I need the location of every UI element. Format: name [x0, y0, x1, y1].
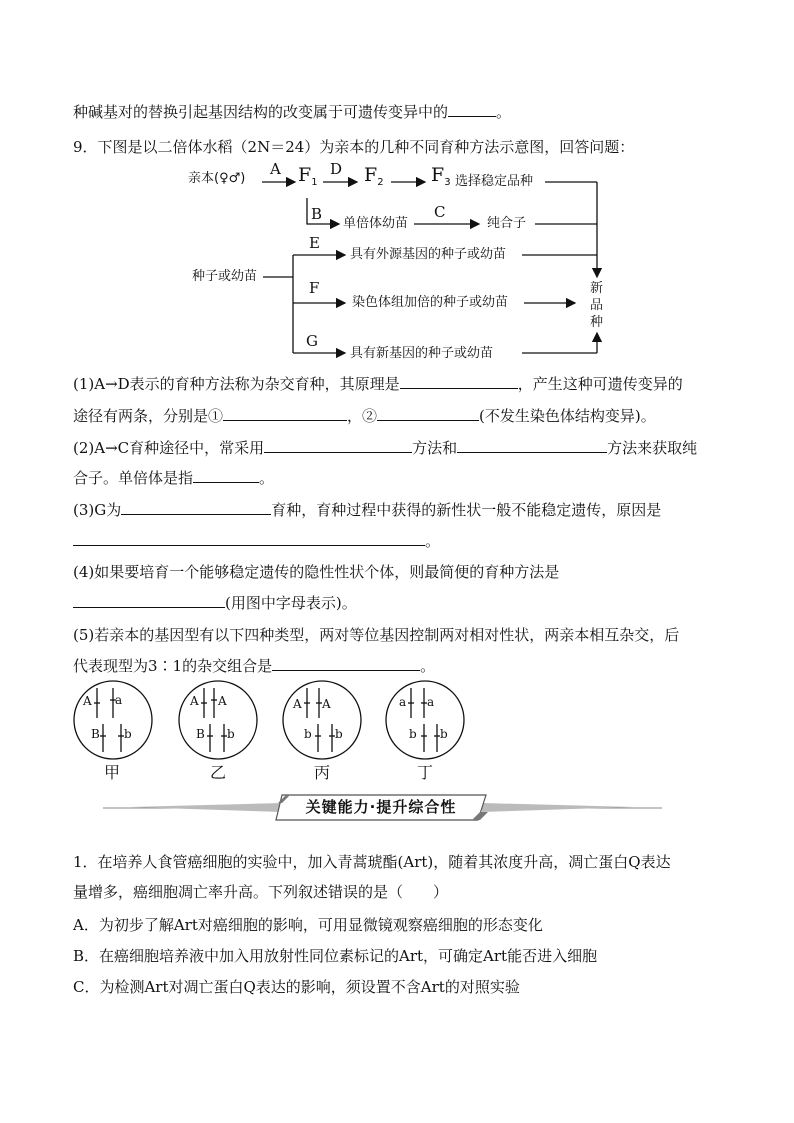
label-F: F — [309, 279, 320, 297]
cell-label-bing: 丙 — [314, 763, 331, 782]
foreign-gene-seed: 具有外源基因的种子或幼苗 — [350, 247, 507, 262]
new-variety-1: 新 — [590, 281, 604, 296]
gene-bing-1: A — [293, 697, 302, 711]
q9-part3-line2: 。 — [73, 531, 440, 551]
gene-ding-1: a — [399, 695, 407, 709]
q9-part1-line2: 途径有两条，分别是① ，② (不发生染色体结构变异)。 — [73, 407, 656, 425]
select-stable: 选择稳定品种 — [455, 174, 534, 189]
gene-bing-2: A — [322, 697, 331, 711]
gene-yi-4: b — [227, 727, 235, 741]
gene-jia-1: A — [83, 694, 92, 708]
gene-yi-2: A — [218, 694, 227, 708]
parent-label: 亲本(♀♂) — [188, 171, 246, 186]
label-D: D — [330, 160, 343, 178]
question-9-title: 9．下图是以二倍体水稻（2N＝24）为亲本的几种不同育种方法示意图，回答问题： — [73, 138, 635, 156]
cell-label-jia: 甲 — [104, 763, 121, 782]
q9-part1-line1: (1)A→D表示的育种方法称为杂交育种，其原理是 ，产生这种可遗传变异的 — [73, 375, 683, 393]
new-variety-3: 种 — [590, 315, 604, 330]
cell-label-ding: 丁 — [417, 763, 434, 782]
label-B: B — [311, 205, 323, 223]
pure-line: 纯合子 — [487, 216, 527, 231]
cell-label-yi: 乙 — [210, 763, 227, 782]
gene-jia-3: B — [91, 727, 100, 741]
gene-jia-4: b — [124, 727, 132, 741]
q9-part3-line1: (3)G为 育种，育种过程中获得的新性状一般不能稳定遗传，原因是 — [73, 501, 662, 519]
gene-ding-2: a — [427, 695, 435, 709]
new-gene-seed: 具有新基因的种子或幼苗 — [350, 346, 494, 361]
gene-bing-3: b — [304, 727, 312, 741]
q9-part5-line2: 代表现型为3∶1的杂交组合是 。 — [73, 657, 436, 675]
q9-part4-line2: (用图中字母表示)。 — [73, 593, 357, 613]
q9-part4-line1: (4)如果要培育一个能够稳定遗传的隐性性状个体，则最简便的育种方法是 — [73, 563, 560, 581]
gene-ding-3: b — [409, 727, 417, 741]
seed-seedling: 种子或幼苗 — [192, 269, 258, 284]
gene-bing-4: b — [335, 727, 343, 741]
gene-yi-3: B — [196, 727, 205, 741]
q9-part2-line2: 合子。单倍体是指 。 — [73, 469, 275, 487]
option-A[interactable]: A．为初步了解Art对癌细胞的影响，可用显微镜观察癌细胞的形态变化 — [73, 916, 543, 934]
new-variety-2: 品 — [590, 298, 604, 313]
q9-part5-line1: (5)若亲本的基因型有以下四种类型，两对等位基因控制两对相对性状，两亲本相互杂交，后 — [73, 626, 680, 644]
question-1-line2: 量增多，癌细胞凋亡率升高。下列叙述错误的是（ ） — [73, 883, 449, 901]
node-F3: $F_3$ — [431, 164, 451, 188]
q9-part2-line1: (2)A→C育种途径中，常采用 方法和 方法来获取纯 — [73, 439, 698, 457]
question-1-line1: 1．在培养人食管癌细胞的实验中，加入青蒿琥酯(Art)，随着其浓度升高，凋亡蛋白Q表达 — [73, 853, 671, 871]
section-banner-title: 关键能力·提升综合性 — [305, 798, 457, 816]
label-A: A — [270, 160, 281, 178]
haploid-seedling: 单倍体幼苗 — [343, 216, 409, 231]
option-B[interactable]: B．在癌细胞培养液中加入用放射性同位素标记的Art，可确定Art能否进入细胞 — [73, 947, 598, 965]
option-C[interactable]: C．为检测Art对凋亡蛋白Q表达的影响，须设置不含Art的对照实验 — [73, 978, 520, 996]
label-G: G — [306, 332, 318, 350]
node-F2: $F_2$ — [364, 164, 384, 188]
gene-ding-4: b — [440, 727, 448, 741]
doubled-seed: 染色体组加倍的种子或幼苗 — [352, 295, 509, 310]
intro-line: 种碱基对的替换引起基因结构的改变属于可遗传变异中的 。 — [73, 103, 512, 121]
node-F1: $F_1$ — [298, 164, 318, 188]
label-C: C — [434, 203, 446, 221]
gene-yi-1: A — [190, 694, 199, 708]
gene-jia-2: a — [115, 693, 123, 707]
label-E: E — [309, 234, 320, 252]
